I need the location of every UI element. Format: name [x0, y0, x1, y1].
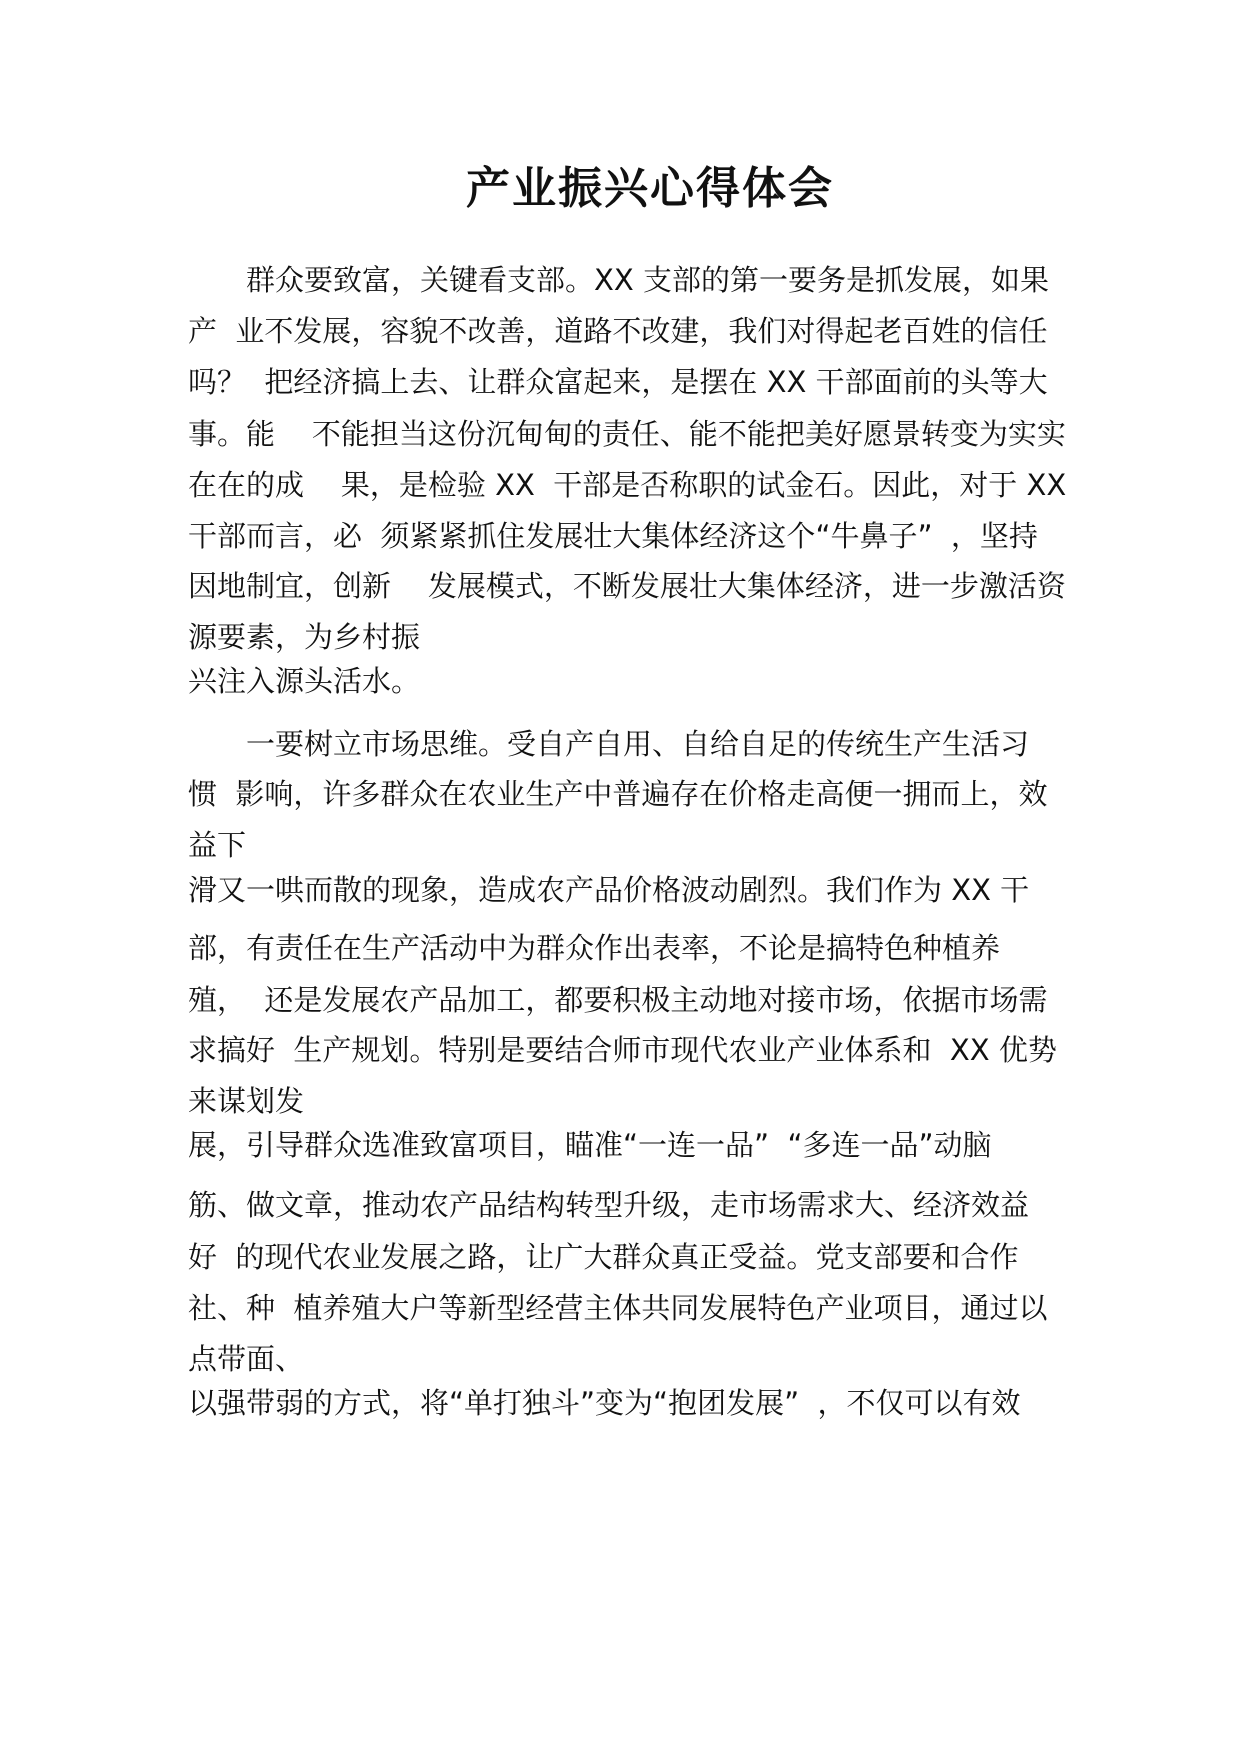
body-line: 群众要致富，关键看支部。XX 支部的第一要务是抓发展，如果 — [188, 263, 1049, 297]
body-line: 好 的现代农业发展之路，让广大群众真正受益。党支部要和合作 — [188, 1240, 1019, 1274]
body-line: 社、种 植养殖大户等新型经营主体共同发展特色产业项目，通过以 — [188, 1291, 1048, 1325]
body-line: 兴注入源头活水。 — [188, 664, 421, 698]
body-line: 源要素，为乡村振 — [188, 620, 421, 654]
body-line: 殖， 还是发展农产品加工，都要积极主动地对接市场，依据市场需 — [188, 983, 1048, 1017]
body-line: 展，引导群众选准致富项目，瞄准“一连一品” “多连一品”动脑 — [188, 1128, 992, 1162]
body-line: 在在的成 果，是检验 XX 干部是否称职的试金石。因此，对于 XX — [188, 468, 1067, 502]
body-line: 点带面、 — [188, 1342, 305, 1376]
body-line: 事。能 不能担当这份沉甸甸的责任、能不能把美好愿景转变为实实 — [188, 417, 1066, 451]
body-line: 筋、做文章，推动农产品结构转型升级，走市场需求大、经济效益 — [188, 1188, 1030, 1222]
body-line: 一要树立市场思维。受自产自用、自给自足的传统生产生活习 — [188, 727, 1030, 761]
body-line: 吗？ 把经济搞上去、让群众富起来，是摆在 XX 干部面前的头等大 — [188, 365, 1048, 399]
body-line: 益下 — [188, 828, 247, 862]
document-title: 产业振兴心得体会 — [466, 163, 834, 214]
body-line: 来谋划发 — [188, 1084, 305, 1118]
body-line: 以强带弱的方式，将“单打独斗”变为“抱团发展” ，不仅可以有效 — [188, 1386, 1021, 1420]
body-line: 求搞好 生产规划。特别是要结合师市现代农业产业体系和 XX 优势 — [188, 1033, 1057, 1067]
body-line: 干部而言，必 须紧紧抓住发展壮大集体经济这个“牛鼻子” ，坚持 — [188, 519, 1038, 553]
body-line: 惯 影响，许多群众在农业生产中普遍存在价格走高便一拥而上，效 — [188, 777, 1048, 811]
body-line: 滑又一哄而散的现象，造成农产品价格波动剧烈。我们作为 XX 干 — [188, 873, 1030, 907]
body-line: 因地制宜，创新 发展模式，不断发展壮大集体经济，进一步激活资 — [188, 569, 1066, 603]
body-line: 部，有责任在生产活动中为群众作出表率，不论是搞特色种植养 — [188, 931, 1001, 965]
body-line: 产 业不发展，容貌不改善，道路不改建，我们对得起老百姓的信任 — [188, 314, 1048, 348]
